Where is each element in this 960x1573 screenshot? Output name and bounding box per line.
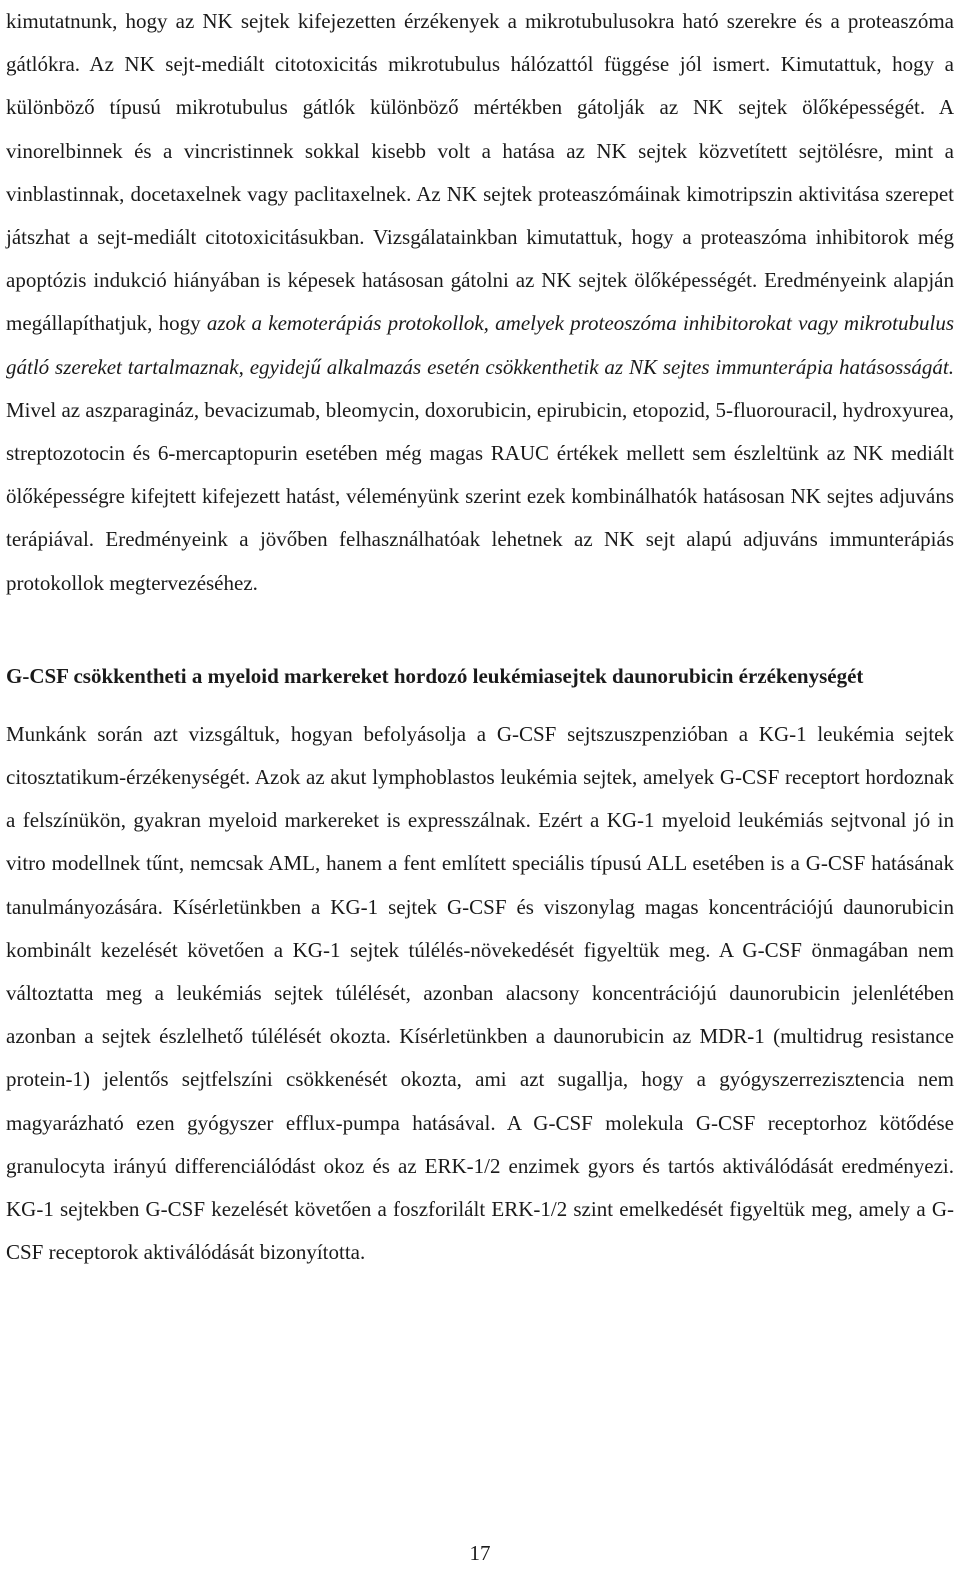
page-number: 17 (469, 1541, 491, 1565)
section-body-text: Munkánk során azt vizsgáltuk, hogyan befolyásolja a G-CSF sejtszuszpenzióban a KG-1 leukémia sejtek citosztatikum-érzékenységét. Azok az akut lymphoblastos leukémia sejtek, amelyek G-CSF receptort hordoznak a felszínükön, gyakran myeloid markereket is expresszálnak. Ezért a KG-1 myeloid leukémiás sejtvonal jó in vitro modellnek tűnt, nemcsak AML, hanem a fent említett speciális típusú ALL esetében is a G-CSF hatásának tanulmányozására. Kísérletünkben a KG-1 sejtek G-CSF és viszonylag magas koncentrációjú daunorubicin kombinált kezelését követően a KG-1 sejtek túlélés-növekedését figyeltük meg. A G-CSF önmagában nem változtatta meg a leukémiás sejtek túlélését, azonban alacsony koncentrációjú daunorubicin jelenlétében azonban a sejtek észlelhető túlélését okozta. Kísérletünkben a daunorubicin az MDR-1 (multidrug resistance protein-1) jelentős sejtfelszíni csökkenését okozta, ami azt sugallja, hogy a gyógyszerrezisztencia nem magyarázható ezen gyógyszer efflux-pumpa hatásával. A G-CSF molekula G-CSF receptorhoz kötődése granulocyta irányú differenciálódást okoz és az ERK-1/2 enzimek gyors és tartós aktiválódását eredményezi. KG-1 sejtekben G-CSF kezelését követően a foszforilált ERK-1/2 szint emelkedését figyeltük meg, amely a G-CSF receptorok aktiválódását bizonyította. (6, 721, 954, 1265)
paragraph-text-regular: kimutatnunk, hogy az NK sejtek kifejezetten érzékenyek a mikrotubulusokra ható szerekre és a proteaszóma gátlókra. Az NK sejt-mediált citotoxicitás mikrotubulus hálózattól függése jól ismert. Kimutattuk, hogy a különböző típusú mikrotubulus gátlók különböző mértékben gátolják az NK sejtek ölőképességét. A vinorelbinnek és a vincristinnek sokkal kisebb volt a hatása az NK sejtek közvetített sejtölésre, mint a vinblastinnak, docetaxelnek vagy paclitaxelnek. Az NK sejtek proteaszómáinak kimotripszin aktivitása szerepet játszhat a sejt-mediált citotoxicitásukban. Vizsgálatainkban kimutattuk, hogy a proteaszóma inhibitorok még apoptózis indukció hiányában is képesek hatásosan gátolni az NK sejtek ölőképességét. Eredményeink alapján megállapíthatjuk, hogy (6, 9, 954, 336)
paragraph-text-italic: azok a kemoterápiás protokollok, amelyek proteoszóma inhibitorokat vagy mikrotubulus gátló szereket tartalmaznak, egyidejű alkalmazás esetén csökkenthetik az NK sejtes immunterápia hatásosságát. (6, 311, 954, 379)
paragraph-text (6, 0, 954, 605)
section-heading: G-CSF csökkentheti a myeloid markereket hordozó leukémiasejtek daunorubicin érzékenységét (6, 663, 864, 688)
section-body-paragraph (6, 713, 954, 1275)
body-paragraph (6, 0, 954, 605)
paragraph-text-regular-continued: Mivel az aszparagináz, bevacizumab, bleomycin, doxorubicin, epirubicin, etopozid, 5-fluorouracil, hydroxyurea, streptozotocin és 6-mercaptopurin esetében még magas RAUC értékek mellett sem észleltünk az NK mediált ölőképességre kifejtett kifejezett hatást, véleményünk szerint ezek kombinálhatók hatásosan NK sejtes adjuváns terápiával. Eredményeink a jövőben felhasználhatóak lehetnek az NK sejt alapú adjuváns immunterápiás protokollok megtervezéséhez. (6, 397, 954, 595)
document-page (6, 0, 954, 1274)
